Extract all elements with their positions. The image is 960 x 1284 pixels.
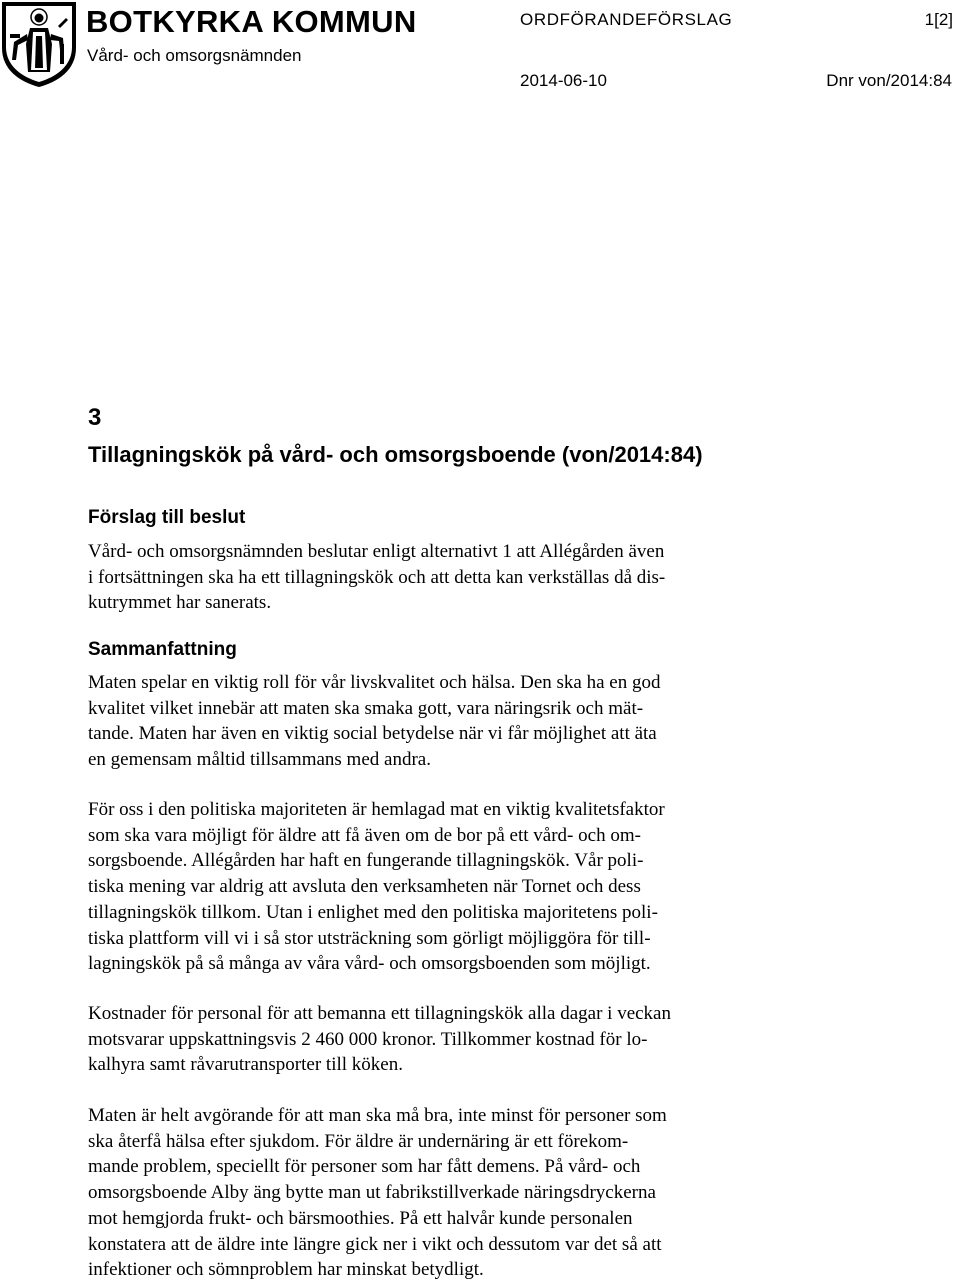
department-name: Vård- och omsorgsnämnden (87, 46, 302, 65)
text-line: Vård- och omsorgsnämnden beslutar enligt alternativt 1 att Allégården även (88, 541, 665, 562)
page-number: 1[2] (924, 10, 953, 29)
document-reference: Dnr von/2014:84 (826, 71, 952, 90)
text-line: För oss i den politiska majoriteten är hemlagad mat en viktig kvalitetsfaktor (88, 799, 665, 820)
proposal-heading: Förslag till beslut (88, 507, 246, 528)
saint-figure-crest-icon (0, 0, 78, 88)
summary-paragraph (88, 1001, 828, 1078)
text-line: mot hemgjorda frukt- och bärsmoothies. På ett halvår kunde personalen (88, 1207, 633, 1229)
text-line: tiska mening var aldrig att avsluta den verksamheten när Tornet och dess (88, 876, 641, 898)
text-line: kalhyra samt råvarutransporter till köken. (88, 1054, 403, 1076)
summary-paragraph (88, 1103, 828, 1283)
text-line: sorgsboende. Allégården har haft en fungerande tillagningskök. Vår poli- (88, 850, 644, 872)
proposal-paragraph (88, 539, 828, 616)
text-line: en gemensam måltid tillsammans med andra. (88, 749, 431, 771)
text-line: motsvarar uppskattningsvis 2 460 000 kronor. Tillkommer kostnad för lo- (88, 1028, 648, 1050)
document-date: 2014-06-10 (520, 71, 607, 90)
text-line: mande problem, speciellt för personer som har fått demens. På vård- och (88, 1156, 641, 1178)
item-title: Tillagningskök på vård- och omsorgsboende (von/2014:84) (88, 442, 703, 467)
text-line: Maten är helt avgörande för att man ska må bra, inte minst för personer som (88, 1105, 667, 1126)
text-line: kutrymmet har sanerats. (88, 592, 272, 614)
text-line: konstatera att de äldre inte längre gick ner i vikt och dessutom var det så att (88, 1233, 662, 1255)
text-line: Maten spelar en viktig roll för vår livskvalitet och hälsa. Den ska ha en god (88, 672, 661, 693)
text-line: lagningskök på så många av våra vård- och omsorgsboenden som möjligt. (88, 953, 651, 975)
text-line: tiska plattform vill vi i så stor utsträckning som görligt möjliggöra för till- (88, 927, 651, 949)
text-line: i fortsättningen ska ha ett tillagningskök och att detta kan verkställas då dis- (88, 566, 666, 588)
text-line: tillagningskök tillkom. Utan i enlighet med den politiska majoritetens poli- (88, 901, 658, 923)
summary-paragraph (88, 797, 828, 977)
summary-heading: Sammanfattning (88, 639, 237, 660)
text-line: kvalitet vilket innebär att maten ska smaka gott, vara näringsrik och mät- (88, 697, 644, 719)
document-type: ORDFÖRANDEFÖRSLAG (520, 10, 733, 29)
text-line: ska återfå hälsa efter sjukdom. För äldre är undernäring är ett förekom- (88, 1130, 629, 1152)
text-line: tande. Maten har även en viktig social betydelse när vi får möjlighet att äta (88, 723, 657, 745)
organization-name: BOTKYRKA KOMMUN (86, 4, 417, 39)
text-line: Kostnader för personal för att bemanna ett tillagningskök alla dagar i veckan (88, 1003, 671, 1024)
text-line: infektioner och sömnproblem har minskat betydligt. (88, 1259, 484, 1281)
item-number: 3 (88, 404, 102, 431)
text-line: som ska vara möjligt för äldre att få även om de bor på ett vård- och om- (88, 824, 641, 846)
summary-paragraph (88, 670, 828, 773)
text-line: omsorgsboende Alby äng bytte man ut fabrikstillverkade näringsdryckerna (88, 1182, 656, 1204)
